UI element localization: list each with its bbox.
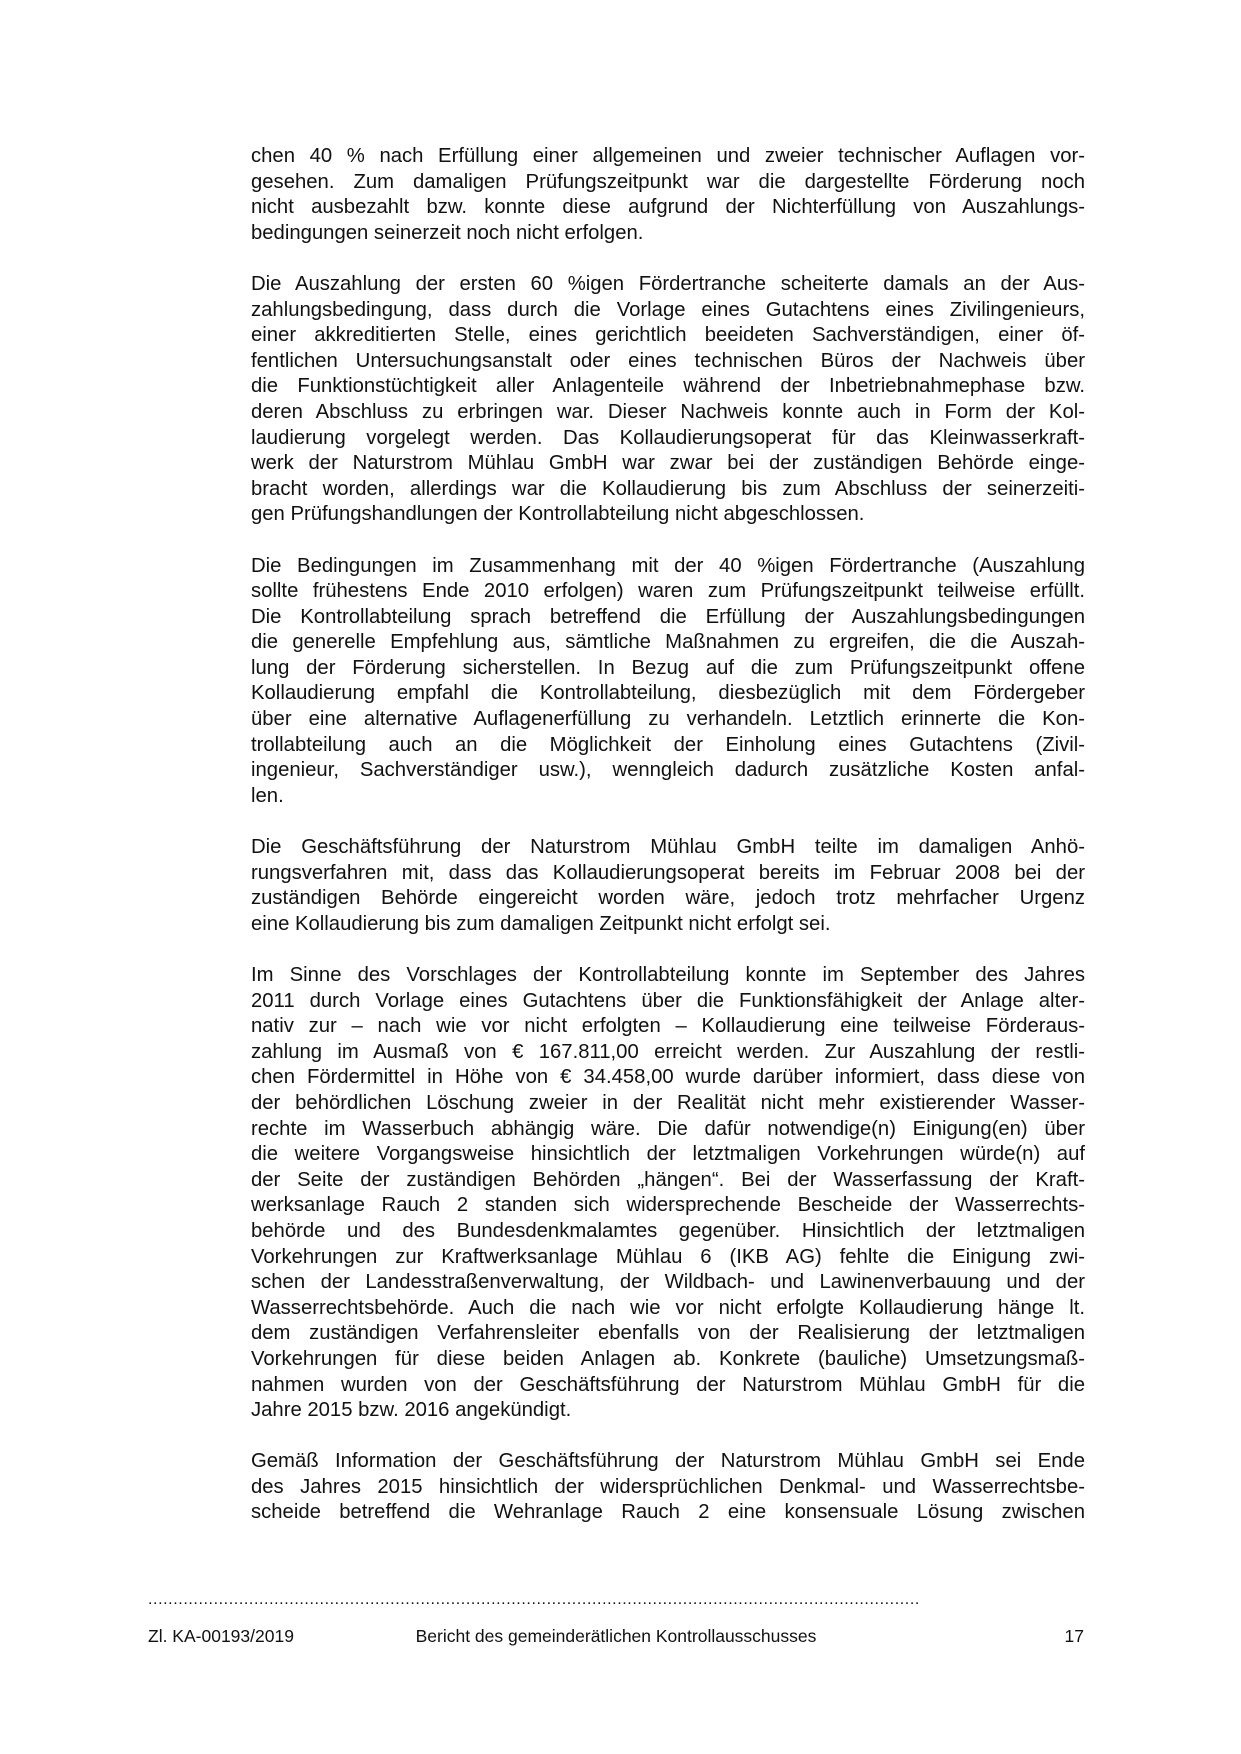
text-line: rechte im Wasserbuch abhängig wäre. Die dafür notwendige(n) Einigung(en) über	[251, 1117, 1085, 1140]
text-line: gesehen. Zum damaligen Prüfungszeitpunkt war die dargestellte Förderung noch	[251, 170, 1085, 193]
text-line: Jahre 2015 bzw. 2016 angekündigt.	[251, 1399, 572, 1422]
text-line: des Jahres 2015 hinsichtlich der widersprüchlichen Denkmal- und Wasserrechtsbe-	[251, 1475, 1085, 1498]
text-line: nahmen wurden von der Geschäftsführung der Naturstrom Mühlau GmbH für die	[251, 1373, 1085, 1396]
text-line: scheide betreffend die Wehranlage Rauch 2 eine konsensuale Lösung zwischen	[251, 1501, 1085, 1524]
text-line: gen Prüfungshandlungen der Kontrollabteilung nicht abgeschlossen.	[251, 503, 865, 526]
text-line: trollabteilung auch an die Möglichkeit der Einholung eines Gutachtens (Zivil-	[251, 733, 1085, 756]
text-line: Im Sinne des Vorschlages der Kontrollabteilung konnte im September des Jahres	[251, 964, 1085, 986]
body-text	[251, 144, 1085, 1552]
text-line: Wasserrechtsbehörde. Auch die nach wie vor nicht erfolgte Kollaudierung hänge lt.	[251, 1296, 1085, 1319]
text-line: rungsverfahren mit, dass das Kollaudierungsoperat bereits im Februar 2008 bei der	[251, 861, 1085, 884]
document-reference: Zl. KA-00193/2019	[148, 1626, 294, 1646]
text-line: eine Kollaudierung bis zum damaligen Zeitpunkt nicht erfolgt sei.	[251, 912, 831, 935]
text-line: werksanlage Rauch 2 standen sich widersprechende Bescheide der Wasserrechts-	[251, 1194, 1085, 1217]
paragraph	[251, 835, 1085, 937]
text-line: die Funktionstüchtigkeit aller Anlagenteile während der Inbetriebnahmephase bzw.	[251, 375, 1085, 398]
text-line: nativ zur – nach wie vor nicht erfolgten – Kollaudierung eine teilweise Förderaus-	[251, 1015, 1085, 1038]
text-line: werk der Naturstrom Mühlau GmbH war zwar bei der zuständigen Behörde einge-	[251, 452, 1085, 475]
text-line: der Seite der zuständigen Behörden „hängen“. Bei der Wasserfassung der Kraft-	[251, 1168, 1085, 1191]
text-line: zahlungsbedingung, dass durch die Vorlage eines Gutachtens eines Zivilingenieurs,	[251, 298, 1085, 321]
text-line: Die Auszahlung der ersten 60 %igen Fördertranche scheiterte damals an der Aus-	[251, 272, 1085, 295]
text-line: Die Bedingungen im Zusammenhang mit der 40 %igen Fördertranche (Auszahlung	[251, 554, 1085, 577]
page-footer	[148, 1625, 1084, 1647]
text-line: Gemäß Information der Geschäftsführung der Naturstrom Mühlau GmbH sei Ende	[251, 1450, 1085, 1473]
text-line: Die Kontrollabteilung sprach betreffend die Erfüllung der Auszahlungsbedingungen	[251, 605, 1085, 628]
text-line: bedingungen seinerzeit noch nicht erfolgen.	[251, 221, 644, 244]
text-line: ingenieur, Sachverständiger usw.), wenngleich dadurch zusätzliche Kosten anfal-	[251, 759, 1085, 782]
text-line: laudierung vorgelegt werden. Das Kollaudierungsoperat für das Kleinwasserkraft-	[251, 426, 1085, 449]
text-line: einer akkreditierten Stelle, eines gerichtlich beeideten Sachverständigen, einer öf-	[251, 324, 1085, 347]
text-line: Vorkehrungen zur Kraftwerksanlage Mühlau 6 (IKB AG) fehlte die Einigung zwi-	[251, 1245, 1085, 1268]
text-line: zahlung im Ausmaß von € 167.811,00 erreicht werden. Zur Auszahlung der restli-	[251, 1040, 1085, 1063]
text-line: nicht ausbezahlt bzw. konnte diese aufgrund der Nichterfüllung von Auszahlungs-	[251, 196, 1085, 219]
text-line: chen 40 % nach Erfüllung einer allgemeinen und zweier technischer Auflagen vor-	[251, 145, 1085, 167]
text-line: fentlichen Untersuchungsanstalt oder eines technischen Büros der Nachweis über	[251, 349, 1085, 372]
text-line: über eine alternative Auflagenerfüllung zu verhandeln. Letztlich erinnerte die Kon-	[251, 708, 1085, 731]
text-line: schen der Landesstraßenverwaltung, der Wildbach- und Lawinenverbauung und der	[251, 1271, 1085, 1294]
text-line: deren Abschluss zu erbringen war. Dieser Nachweis konnte auch in Form der Kol-	[251, 400, 1085, 423]
text-line: sollte frühestens Ende 2010 erfolgen) waren zum Prüfungszeitpunkt teilweise erfüllt.	[251, 580, 1085, 603]
text-line: die generelle Empfehlung aus, sämtliche Maßnahmen zu ergreifen, die die Auszah-	[251, 631, 1085, 654]
text-line: chen Fördermittel in Höhe von € 34.458,00 wurde darüber informiert, dass diese von	[251, 1066, 1085, 1089]
text-line: Die Geschäftsführung der Naturstrom Mühlau GmbH teilte im damaligen Anhö-	[251, 836, 1085, 859]
text-line: Kollaudierung empfahl die Kontrollabteilung, diesbezüglich mit dem Fördergeber	[251, 682, 1085, 705]
paragraph	[251, 272, 1085, 528]
paragraph	[251, 963, 1085, 1424]
text-line: dem zuständigen Verfahrensleiter ebenfalls von der Realisierung der letztmaligen	[251, 1322, 1085, 1345]
text-line: die weitere Vorgangsweise hinsichtlich der letztmaligen Vorkehrungen würde(n) auf	[251, 1143, 1085, 1166]
text-line: bracht worden, allerdings war die Kollaudierung bis zum Abschluss der seinerzeiti-	[251, 477, 1085, 500]
paragraph	[251, 554, 1085, 810]
text-line: lung der Förderung sicherstellen. In Bezug auf die zum Prüfungszeitpunkt offene	[251, 656, 1085, 679]
text-line: len.	[251, 784, 284, 807]
footer-dotted-rule: .........................................................................................................................................................	[148, 1592, 920, 1608]
text-line: behörde und des Bundesdenkmalamtes gegenüber. Hinsichtlich der letztmaligen	[251, 1219, 1085, 1242]
text-line: 2011 durch Vorlage eines Gutachtens über die Funktionsfähigkeit der Anlage alter-	[251, 989, 1085, 1012]
text-line: zuständigen Behörde eingereicht worden wäre, jedoch trotz mehrfacher Urgenz	[251, 887, 1085, 910]
paragraph	[251, 144, 1085, 246]
paragraph	[251, 1449, 1085, 1526]
report-title: Bericht des gemeinderätlichen Kontrollausschusses	[415, 1626, 817, 1646]
text-line: der behördlichen Löschung zweier in der Realität nicht mehr existierender Wasser-	[251, 1091, 1085, 1114]
page-number: 17	[1064, 1626, 1084, 1646]
text-line: Vorkehrungen für diese beiden Anlagen ab. Konkrete (bauliche) Umsetzungsmaß-	[251, 1347, 1085, 1370]
